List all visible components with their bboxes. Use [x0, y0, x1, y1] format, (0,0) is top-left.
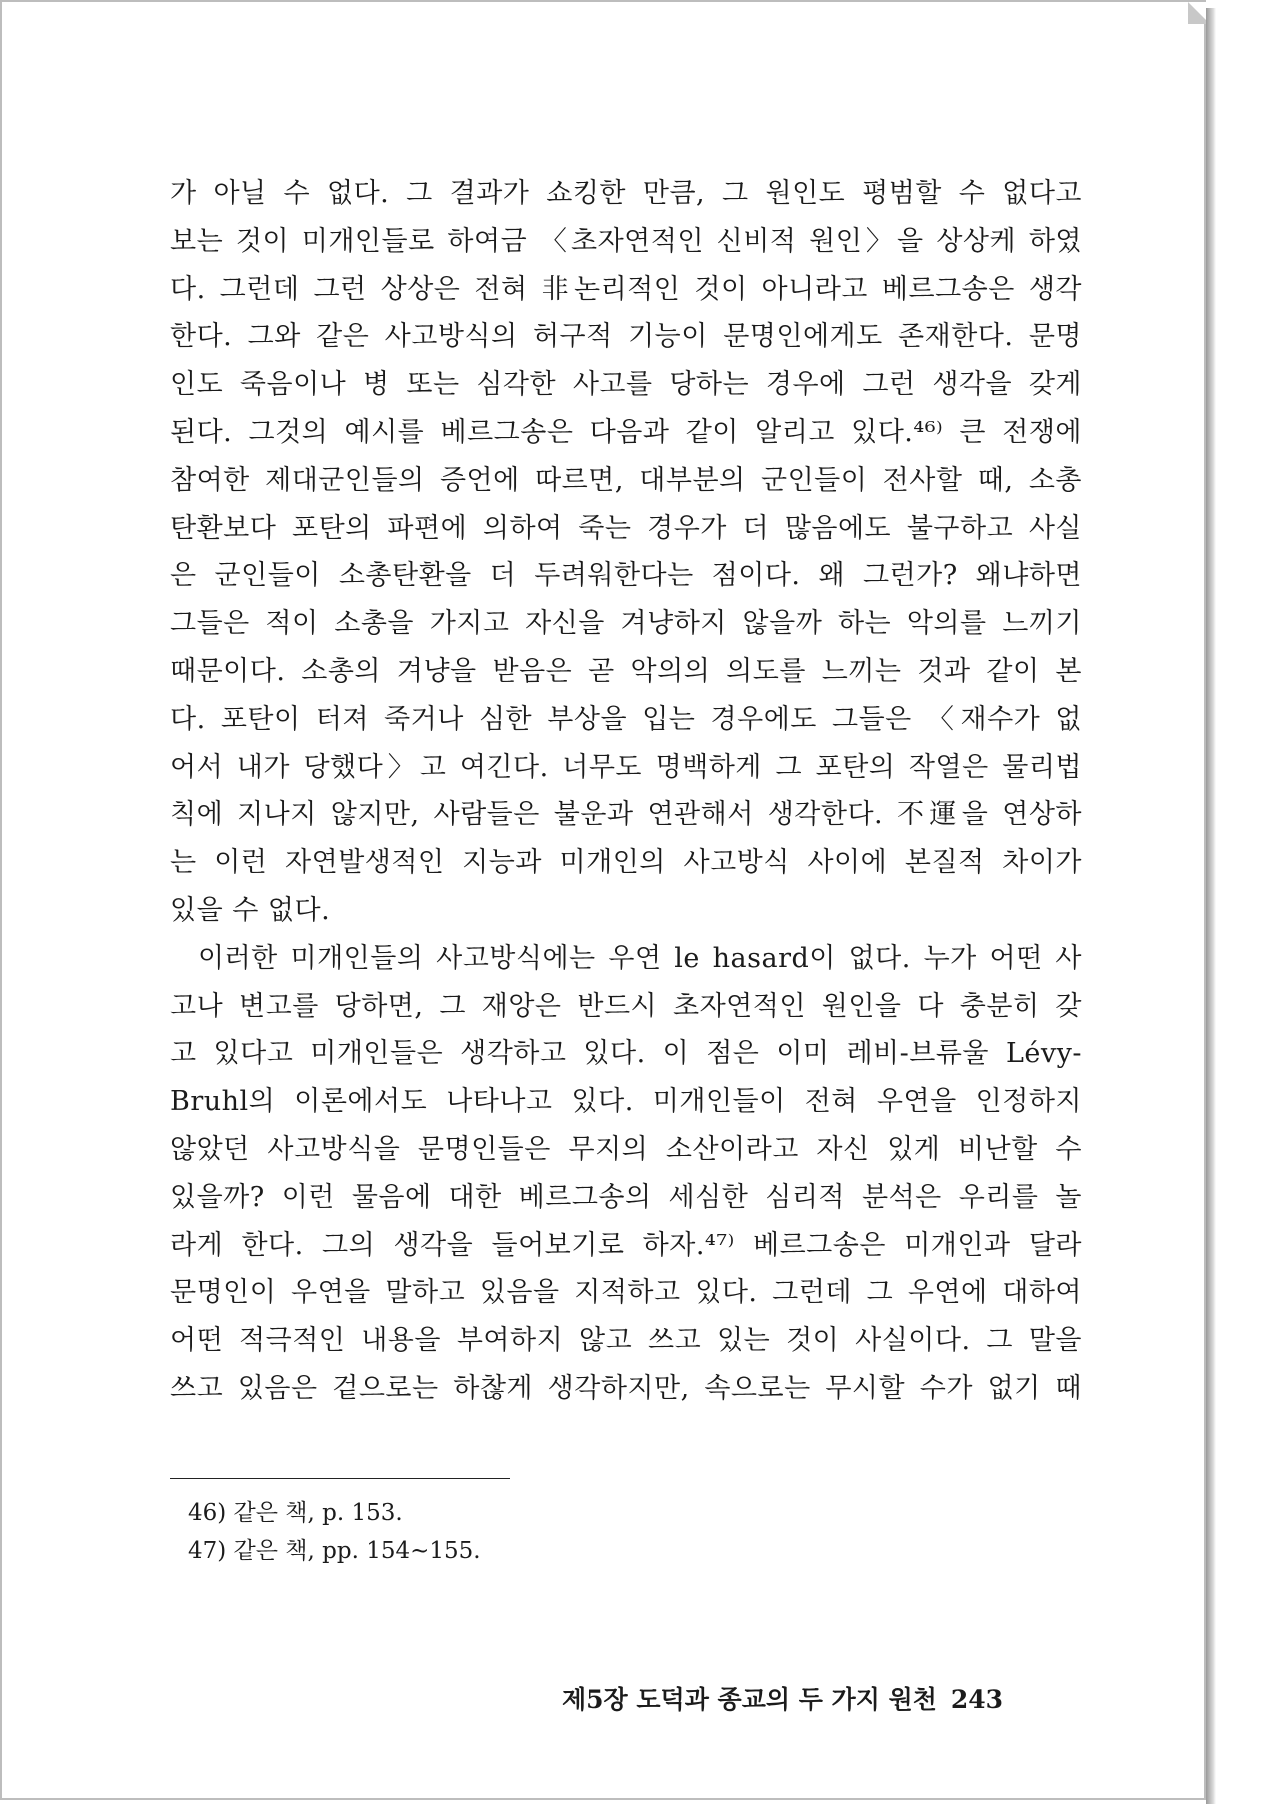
footnote-46: 46) 같은 책, p. 153.: [188, 1500, 403, 1526]
body-line: 있을 수 없다.: [170, 894, 331, 926]
body-line: 다. 그런데 그런 상상은 전혀 非논리적인 것이 아니라고 베르그송은 생각: [170, 273, 1082, 305]
running-footer: [562, 1680, 1049, 1716]
body-text: [170, 170, 1082, 1413]
body-line: 은 군인들이 소총탄환을 더 두려워한다는 점이다. 왜 그런가? 왜냐하면: [170, 560, 1082, 592]
body-line: 한다. 그와 같은 사고방식의 허구적 기능이 문명인에게도 존재한다. 문명: [170, 321, 1082, 353]
body-line: 칙에 지나지 않지만, 사람들은 불운과 연관해서 생각한다. 不運을 연상하: [170, 799, 1082, 831]
body-line: 고 있다고 미개인들은 생각하고 있다. 이 점은 이미 레비-브류울 Lévy-: [170, 1038, 1082, 1070]
body-line: 가 아닐 수 없다. 그 결과가 쇼킹한 만큼, 그 원인도 평범할 수 없다고: [170, 178, 1082, 209]
body-line: 문명인이 우연을 말하고 있음을 지적하고 있다. 그런데 그 우연에 대하여: [170, 1277, 1082, 1309]
body-line: 된다. 그것의 예시를 베르그송은 다음과 같이 알리고 있다.⁴⁶⁾ 큰 전쟁에: [170, 416, 1082, 448]
body-line: 때문이다. 소총의 겨냥을 받음은 곧 악의의 의도를 느끼는 것과 같이 본: [170, 655, 1082, 687]
footnote-47: 47) 같은 책, pp. 154∼155.: [188, 1538, 481, 1564]
body-line: 이러한 미개인들의 사고방식에는 우연 le hasard이 없다. 누가 어떤 사: [198, 942, 1082, 974]
page-number: 243: [950, 1685, 1004, 1714]
body-line: 보는 것이 미개인들로 하여금 〈초자연적인 신비적 원인〉을 상상케 하였: [170, 225, 1082, 257]
footnotes: [188, 1494, 481, 1570]
body-line: 인도 죽음이나 병 또는 심각한 사고를 당하는 경우에 그런 생각을 갖게: [170, 369, 1082, 401]
footnote-separator: [170, 1478, 510, 1479]
body-line: Bruhl의 이론에서도 나타나고 있다. 미개인들이 전혀 우연을 인정하지: [170, 1086, 1082, 1118]
running-title: 제5장 도덕과 종교의 두 가지 원천: [562, 1685, 937, 1714]
body-line: 쓰고 있음은 겉으로는 하찮게 생각하지만, 속으로는 무시할 수가 없기 때: [170, 1372, 1082, 1404]
body-line: 그들은 적이 소총을 가지고 자신을 겨냥하지 않을까 하는 악의를 느끼기: [170, 608, 1082, 640]
body-line: 는 이런 자연발생적인 지능과 미개인의 사고방식 사이에 본질적 차이가: [170, 847, 1082, 879]
body-line: 고나 변고를 당하면, 그 재앙은 반드시 초자연적인 원인을 다 충분히 갖: [170, 990, 1082, 1022]
body-line: 탄환보다 포탄의 파편에 의하여 죽는 경우가 더 많음에도 불구하고 사실: [170, 512, 1082, 544]
body-line: 어서 내가 당했다〉고 여긴다. 너무도 명백하게 그 포탄의 작열은 물리법: [170, 751, 1082, 783]
body-line: 않았던 사고방식을 문명인들은 무지의 소산이라고 자신 있게 비난할 수: [170, 1133, 1082, 1165]
page-edge-shadow: [1206, 8, 1216, 1804]
body-line: 있을까? 이런 물음에 대한 베르그송의 세심한 심리적 분석은 우리를 놀: [170, 1181, 1082, 1213]
body-line: 다. 포탄이 터져 죽거나 심한 부상을 입는 경우에도 그들은 〈재수가 없: [170, 703, 1082, 735]
body-line: 참여한 제대군인들의 증언에 따르면, 대부분의 군인들이 전사할 때, 소총: [170, 464, 1082, 496]
body-line: 라게 한다. 그의 생각을 들어보기로 하자.⁴⁷⁾ 베르그송은 미개인과 달라: [170, 1229, 1082, 1261]
body-line: 어떤 적극적인 내용을 부여하지 않고 쓰고 있는 것이 사실이다. 그 말을: [170, 1325, 1082, 1357]
